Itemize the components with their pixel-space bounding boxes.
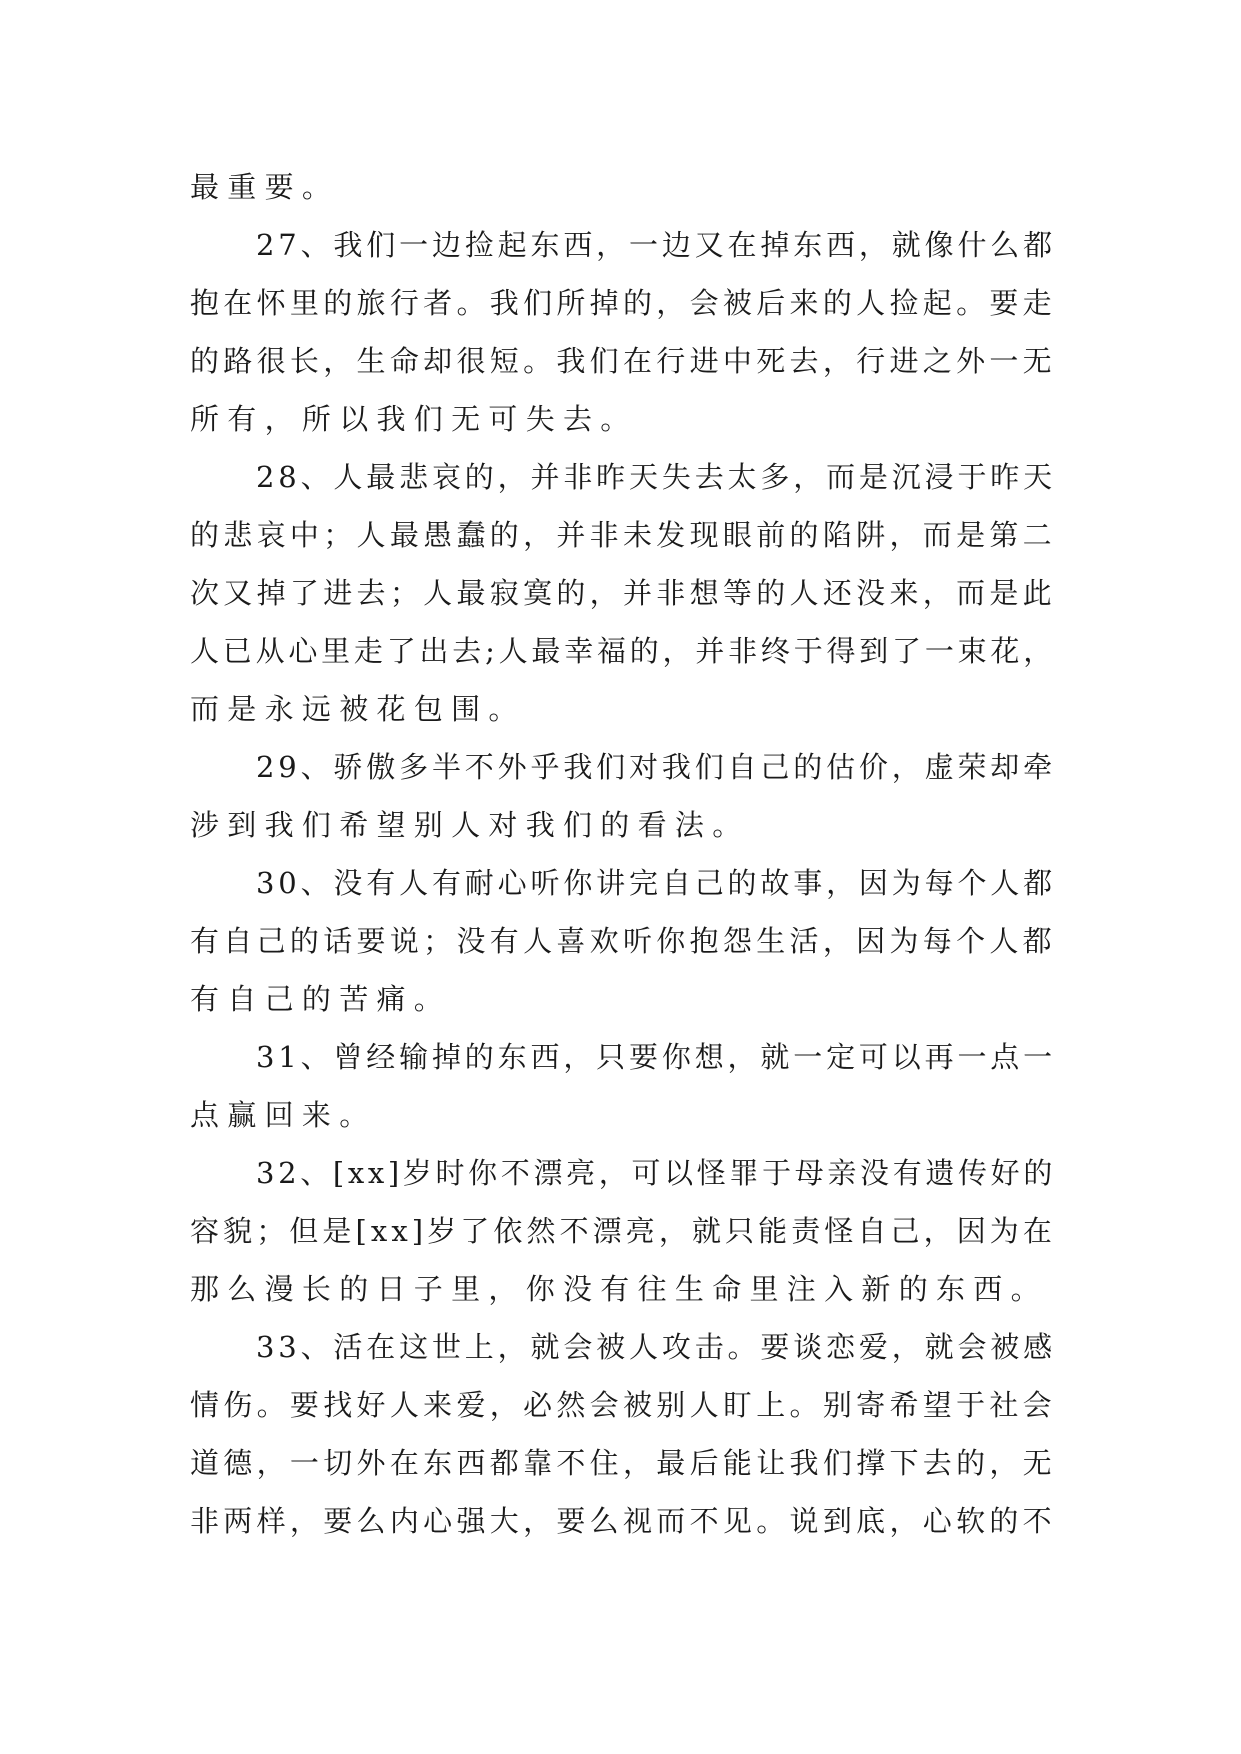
text-line: 28、人最悲哀的，并非昨天失去太多，而是沉浸于昨天	[256, 460, 1056, 494]
text-line: 点赢回来。	[190, 1098, 377, 1132]
text-line: 27、我们一边捡起东西，一边又在掉东西，就像什么都	[256, 228, 1056, 262]
paragraph	[190, 1144, 1056, 1318]
text-line: 而是永远被花包围。	[190, 692, 526, 726]
text-line: 道德，一切外在东西都靠不住，最后能让我们撑下去的，无	[190, 1446, 1056, 1480]
paragraph	[190, 1028, 1056, 1144]
text-line: 最重要。	[190, 170, 340, 204]
text-line: 有自己的话要说；没有人喜欢听你抱怨生活，因为每个人都	[190, 924, 1056, 958]
text-line: 抱在怀里的旅行者。我们所掉的，会被后来的人捡起。要走	[190, 286, 1056, 320]
text-line: 所有，所以我们无可失去。	[190, 402, 638, 436]
text-line: 有自己的苦痛。	[190, 982, 452, 1016]
text-line: 人已从心里走了出去;人最幸福的，并非终于得到了一束花，	[190, 634, 1056, 668]
text-line: 情伤。要找好人来爱，必然会被别人盯上。别寄希望于社会	[190, 1388, 1056, 1422]
text-line: 那么漫长的日子里，你没有往生命里注入新的东西。	[190, 1272, 1048, 1306]
paragraph	[190, 216, 1056, 448]
text-line: 31、曾经输掉的东西，只要你想，就一定可以再一点一	[256, 1040, 1056, 1074]
paragraph	[190, 448, 1056, 738]
text-line: 的路很长，生命却很短。我们在行进中死去，行进之外一无	[190, 344, 1056, 378]
text-line: 的悲哀中；人最愚蠢的，并非未发现眼前的陷阱，而是第二	[190, 518, 1056, 552]
paragraph	[190, 738, 1056, 854]
text-line: 容貌；但是[xx]岁了依然不漂亮，就只能责怪自己，因为在	[190, 1214, 1056, 1248]
text-line: 30、没有人有耐心听你讲完自己的故事，因为每个人都	[256, 866, 1056, 900]
text-line: 32、[xx]岁时你不漂亮，可以怪罪于母亲没有遗传好的	[256, 1156, 1056, 1190]
text-line: 33、活在这世上，就会被人攻击。要谈恋爱，就会被感	[256, 1330, 1056, 1364]
text-line: 次又掉了进去；人最寂寞的，并非想等的人还没来，而是此	[190, 576, 1056, 610]
paragraph	[190, 158, 1056, 216]
text-line: 涉到我们希望别人对我们的看法。	[190, 808, 750, 842]
paragraph	[190, 854, 1056, 1028]
text-line: 非两样，要么内心强大，要么视而不见。说到底，心软的不	[190, 1504, 1056, 1538]
paragraph	[190, 1318, 1056, 1550]
text-line: 29、骄傲多半不外乎我们对我们自己的估价，虚荣却牵	[256, 750, 1056, 784]
document-body	[190, 158, 1056, 1550]
